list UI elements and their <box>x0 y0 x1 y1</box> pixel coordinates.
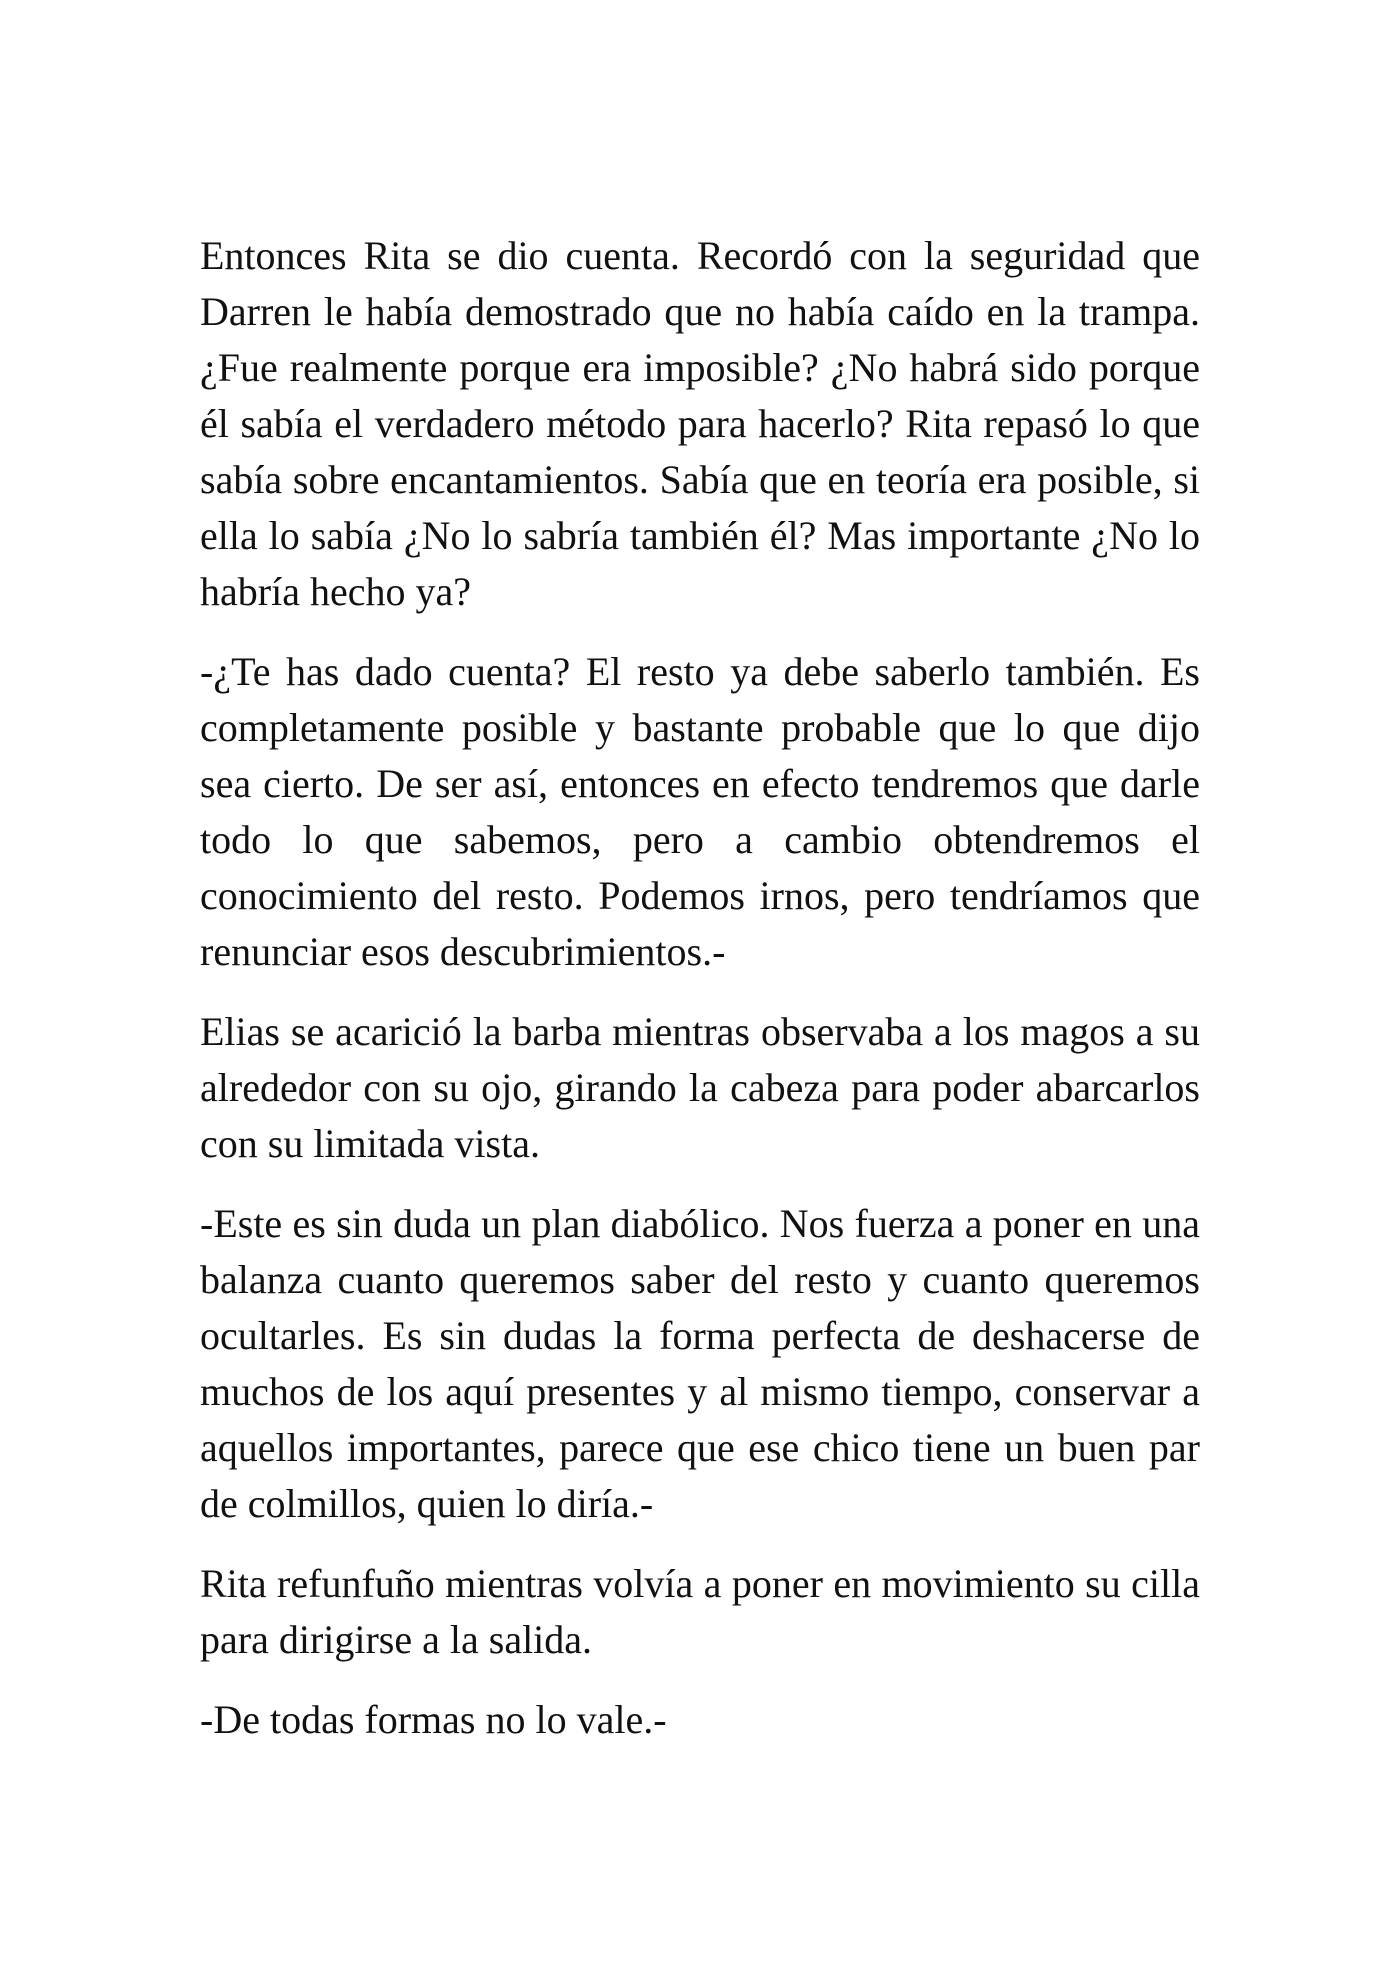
paragraph: Rita refunfuño mientras volvía a poner en movimiento su cilla para dirigirse a la salida. <box>200 1561 1200 1662</box>
paragraph: -De todas formas no lo vale.- <box>200 1697 667 1742</box>
paragraph: Elias se acarició la barba mientras observaba a los magos a su alrededor con su ojo, girando la cabeza para poder abarcarlos con su limitada vista. <box>200 1009 1200 1166</box>
paragraph: -Este es sin duda un plan diabólico. Nos fuerza a poner en una balanza cuanto queremos saber del resto y cuanto queremos ocultarles. Es sin dudas la forma perfecta de deshacerse de muchos de los aquí presentes y al mismo tiempo, conservar a aquellos importantes, parece que ese chico tiene un buen par de colmillos, quien lo diría.- <box>200 1201 1200 1526</box>
paragraph: Entonces Rita se dio cuenta. Recordó con la seguridad que Darren le había demostrado que no había caído en la trampa. ¿Fue realmente porque era imposible? ¿No habrá sido porque él sabía el verdadero método para hacerlo? Rita repasó lo que sabía sobre encantamientos. Sabía que en teoría era posible, si ella lo sabía ¿No lo sabría también él? Mas importante ¿No lo habría hecho ya? <box>200 233 1200 614</box>
document-body <box>200 228 1200 1772</box>
paragraph: -¿Te has dado cuenta? El resto ya debe saberlo también. Es completamente posible y bastante probable que lo que dijo sea cierto. De ser así, entonces en efecto tendremos que darle todo lo que sabemos, pero a cambio obtendremos el conocimiento del resto. Podemos irnos, pero tendríamos que renunciar esos descubrimientos.- <box>200 649 1200 974</box>
